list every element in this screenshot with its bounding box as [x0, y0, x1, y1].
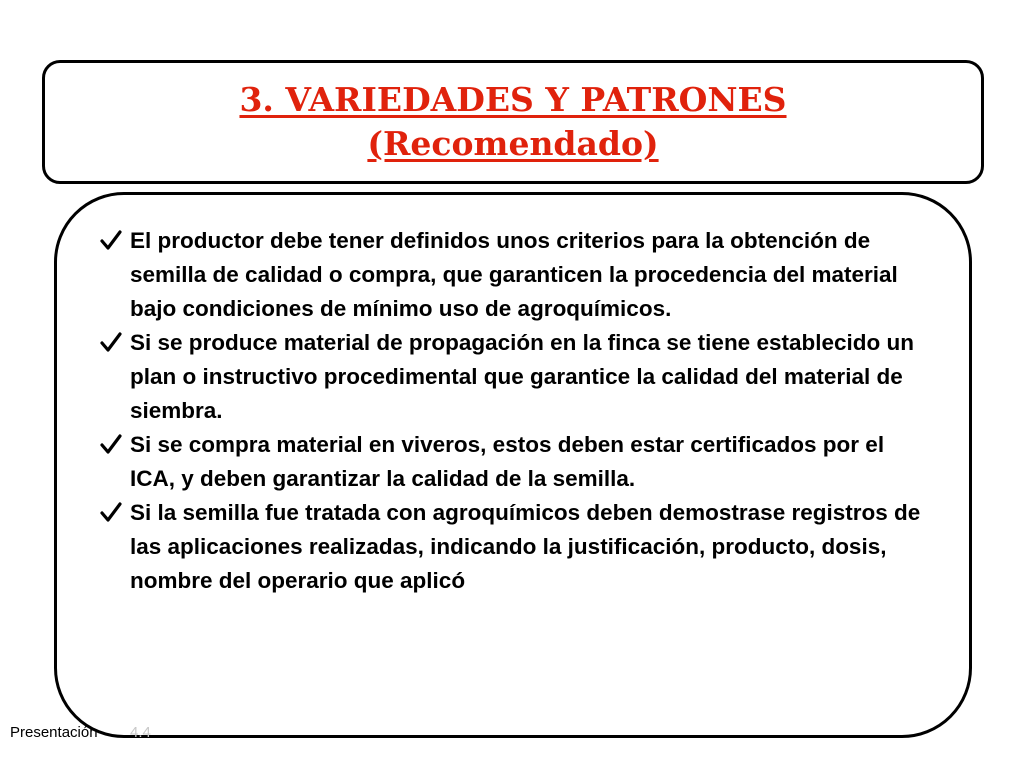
bullet-text: Si se produce material de propagación en la finca se tiene establecido un plan o instructivo procedimental que garantice la calidad del material de siembra. — [130, 330, 914, 423]
bullet-text: Si la semilla fue tratada con agroquímicos deben demostrase registros de las aplicaciones realizadas, indicando la justificación, producto, dosis, nombre del operario que aplicó — [130, 500, 921, 593]
bullet-text: El productor debe tener definidos unos criterios para la obtención de semilla de calidad o compra, que garanticen la procedencia del material bajo condiciones de mínimo uso de agroquímicos. — [130, 228, 898, 321]
bullet-item — [100, 496, 930, 598]
bullet-text: Si se compra material en viveros, estos deben estar certificados por el ICA, y deben garantizar la calidad de la semilla. — [130, 432, 885, 491]
bullet-item — [100, 326, 930, 428]
check-mark-icon — [100, 326, 124, 360]
slide-title-line-2: (Recomendado) — [367, 124, 659, 163]
footer-label: Presentación — [10, 724, 98, 741]
title-box — [42, 60, 984, 184]
bullet-item — [100, 224, 930, 326]
bullet-list — [100, 224, 930, 598]
check-mark-icon — [100, 496, 124, 530]
check-mark-icon — [100, 428, 124, 462]
bullet-item — [100, 428, 930, 496]
check-mark-icon — [100, 224, 124, 258]
slide-number: 4.4 — [130, 724, 151, 741]
slide-title-line-1: 3. VARIEDADES Y PATRONES — [239, 80, 787, 119]
